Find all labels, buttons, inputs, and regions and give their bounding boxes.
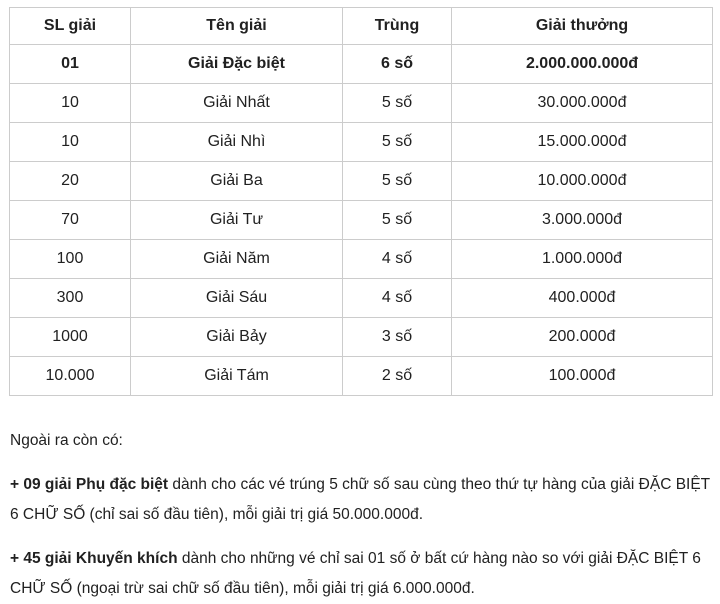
col-header-prize-value: Giải thưởng — [452, 8, 713, 45]
note-consolation-prize — [10, 544, 711, 604]
cell-prize-value: 3.000.000đ — [452, 201, 713, 240]
note-special-sub-prize — [10, 470, 711, 530]
notes-section — [9, 426, 711, 604]
cell-prize-name: Giải Bảy — [131, 318, 343, 357]
cell-match: 4 số — [343, 240, 452, 279]
col-header-prize-name: Tên giải — [131, 8, 343, 45]
table-header-row — [10, 8, 713, 45]
table-row — [10, 201, 713, 240]
cell-prize-name: Giải Ba — [131, 162, 343, 201]
cell-prize-name: Giải Nhì — [131, 123, 343, 162]
cell-match: 6 số — [343, 45, 452, 84]
table-row — [10, 45, 713, 84]
prize-table-head — [10, 8, 713, 45]
cell-quantity: 10.000 — [10, 357, 131, 396]
cell-prize-name: Giải Sáu — [131, 279, 343, 318]
cell-quantity: 100 — [10, 240, 131, 279]
table-row — [10, 357, 713, 396]
cell-match: 5 số — [343, 123, 452, 162]
cell-quantity: 20 — [10, 162, 131, 201]
table-row — [10, 279, 713, 318]
col-header-quantity: SL giải — [10, 8, 131, 45]
cell-match: 4 số — [343, 279, 452, 318]
prize-table-body — [10, 45, 713, 396]
note-lead-consolation: + 45 giải Khuyến khích — [10, 550, 178, 567]
table-row — [10, 318, 713, 357]
cell-match: 2 số — [343, 357, 452, 396]
cell-prize-value: 10.000.000đ — [452, 162, 713, 201]
cell-prize-value: 30.000.000đ — [452, 84, 713, 123]
table-row — [10, 84, 713, 123]
cell-match: 5 số — [343, 84, 452, 123]
notes-intro: Ngoài ra còn có: — [10, 432, 123, 449]
table-row — [10, 240, 713, 279]
cell-match: 5 số — [343, 162, 452, 201]
cell-prize-name: Giải Năm — [131, 240, 343, 279]
cell-quantity: 01 — [10, 45, 131, 84]
cell-quantity: 10 — [10, 84, 131, 123]
cell-prize-name: Giải Tư — [131, 201, 343, 240]
cell-prize-value: 200.000đ — [452, 318, 713, 357]
note-lead-special-sub: + 09 giải Phụ đặc biệt — [10, 476, 169, 493]
cell-match: 3 số — [343, 318, 452, 357]
note-body-special-sub: dành cho các vé trúng 5 chữ số sau cùng theo thứ tự hàng của giải ĐẶC BIỆT 6 CHỮ SỐ (chỉ sai số đầu tiên), mỗi giải trị giá 50.000.000đ. — [10, 476, 710, 523]
table-row — [10, 162, 713, 201]
cell-quantity: 300 — [10, 279, 131, 318]
col-header-match: Trùng — [343, 8, 452, 45]
cell-quantity: 70 — [10, 201, 131, 240]
cell-prize-name: Giải Nhất — [131, 84, 343, 123]
note-body-consolation: dành cho những vé chỉ sai 01 số ở bất cứ hàng nào so với giải ĐẶC BIỆT 6 CHỮ SỐ (ngoại trừ sai chữ số đầu tiên), mỗi giải trị giá 6.000.000đ. — [10, 550, 701, 597]
cell-match: 5 số — [343, 201, 452, 240]
cell-quantity: 10 — [10, 123, 131, 162]
cell-prize-value: 1.000.000đ — [452, 240, 713, 279]
cell-prize-value: 2.000.000.000đ — [452, 45, 713, 84]
cell-prize-name: Giải Tám — [131, 357, 343, 396]
cell-prize-value: 100.000đ — [452, 357, 713, 396]
cell-prize-value: 15.000.000đ — [452, 123, 713, 162]
cell-prize-name: Giải Đặc biệt — [131, 45, 343, 84]
prize-table — [9, 7, 713, 396]
table-row — [10, 123, 713, 162]
cell-prize-value: 400.000đ — [452, 279, 713, 318]
cell-quantity: 1000 — [10, 318, 131, 357]
